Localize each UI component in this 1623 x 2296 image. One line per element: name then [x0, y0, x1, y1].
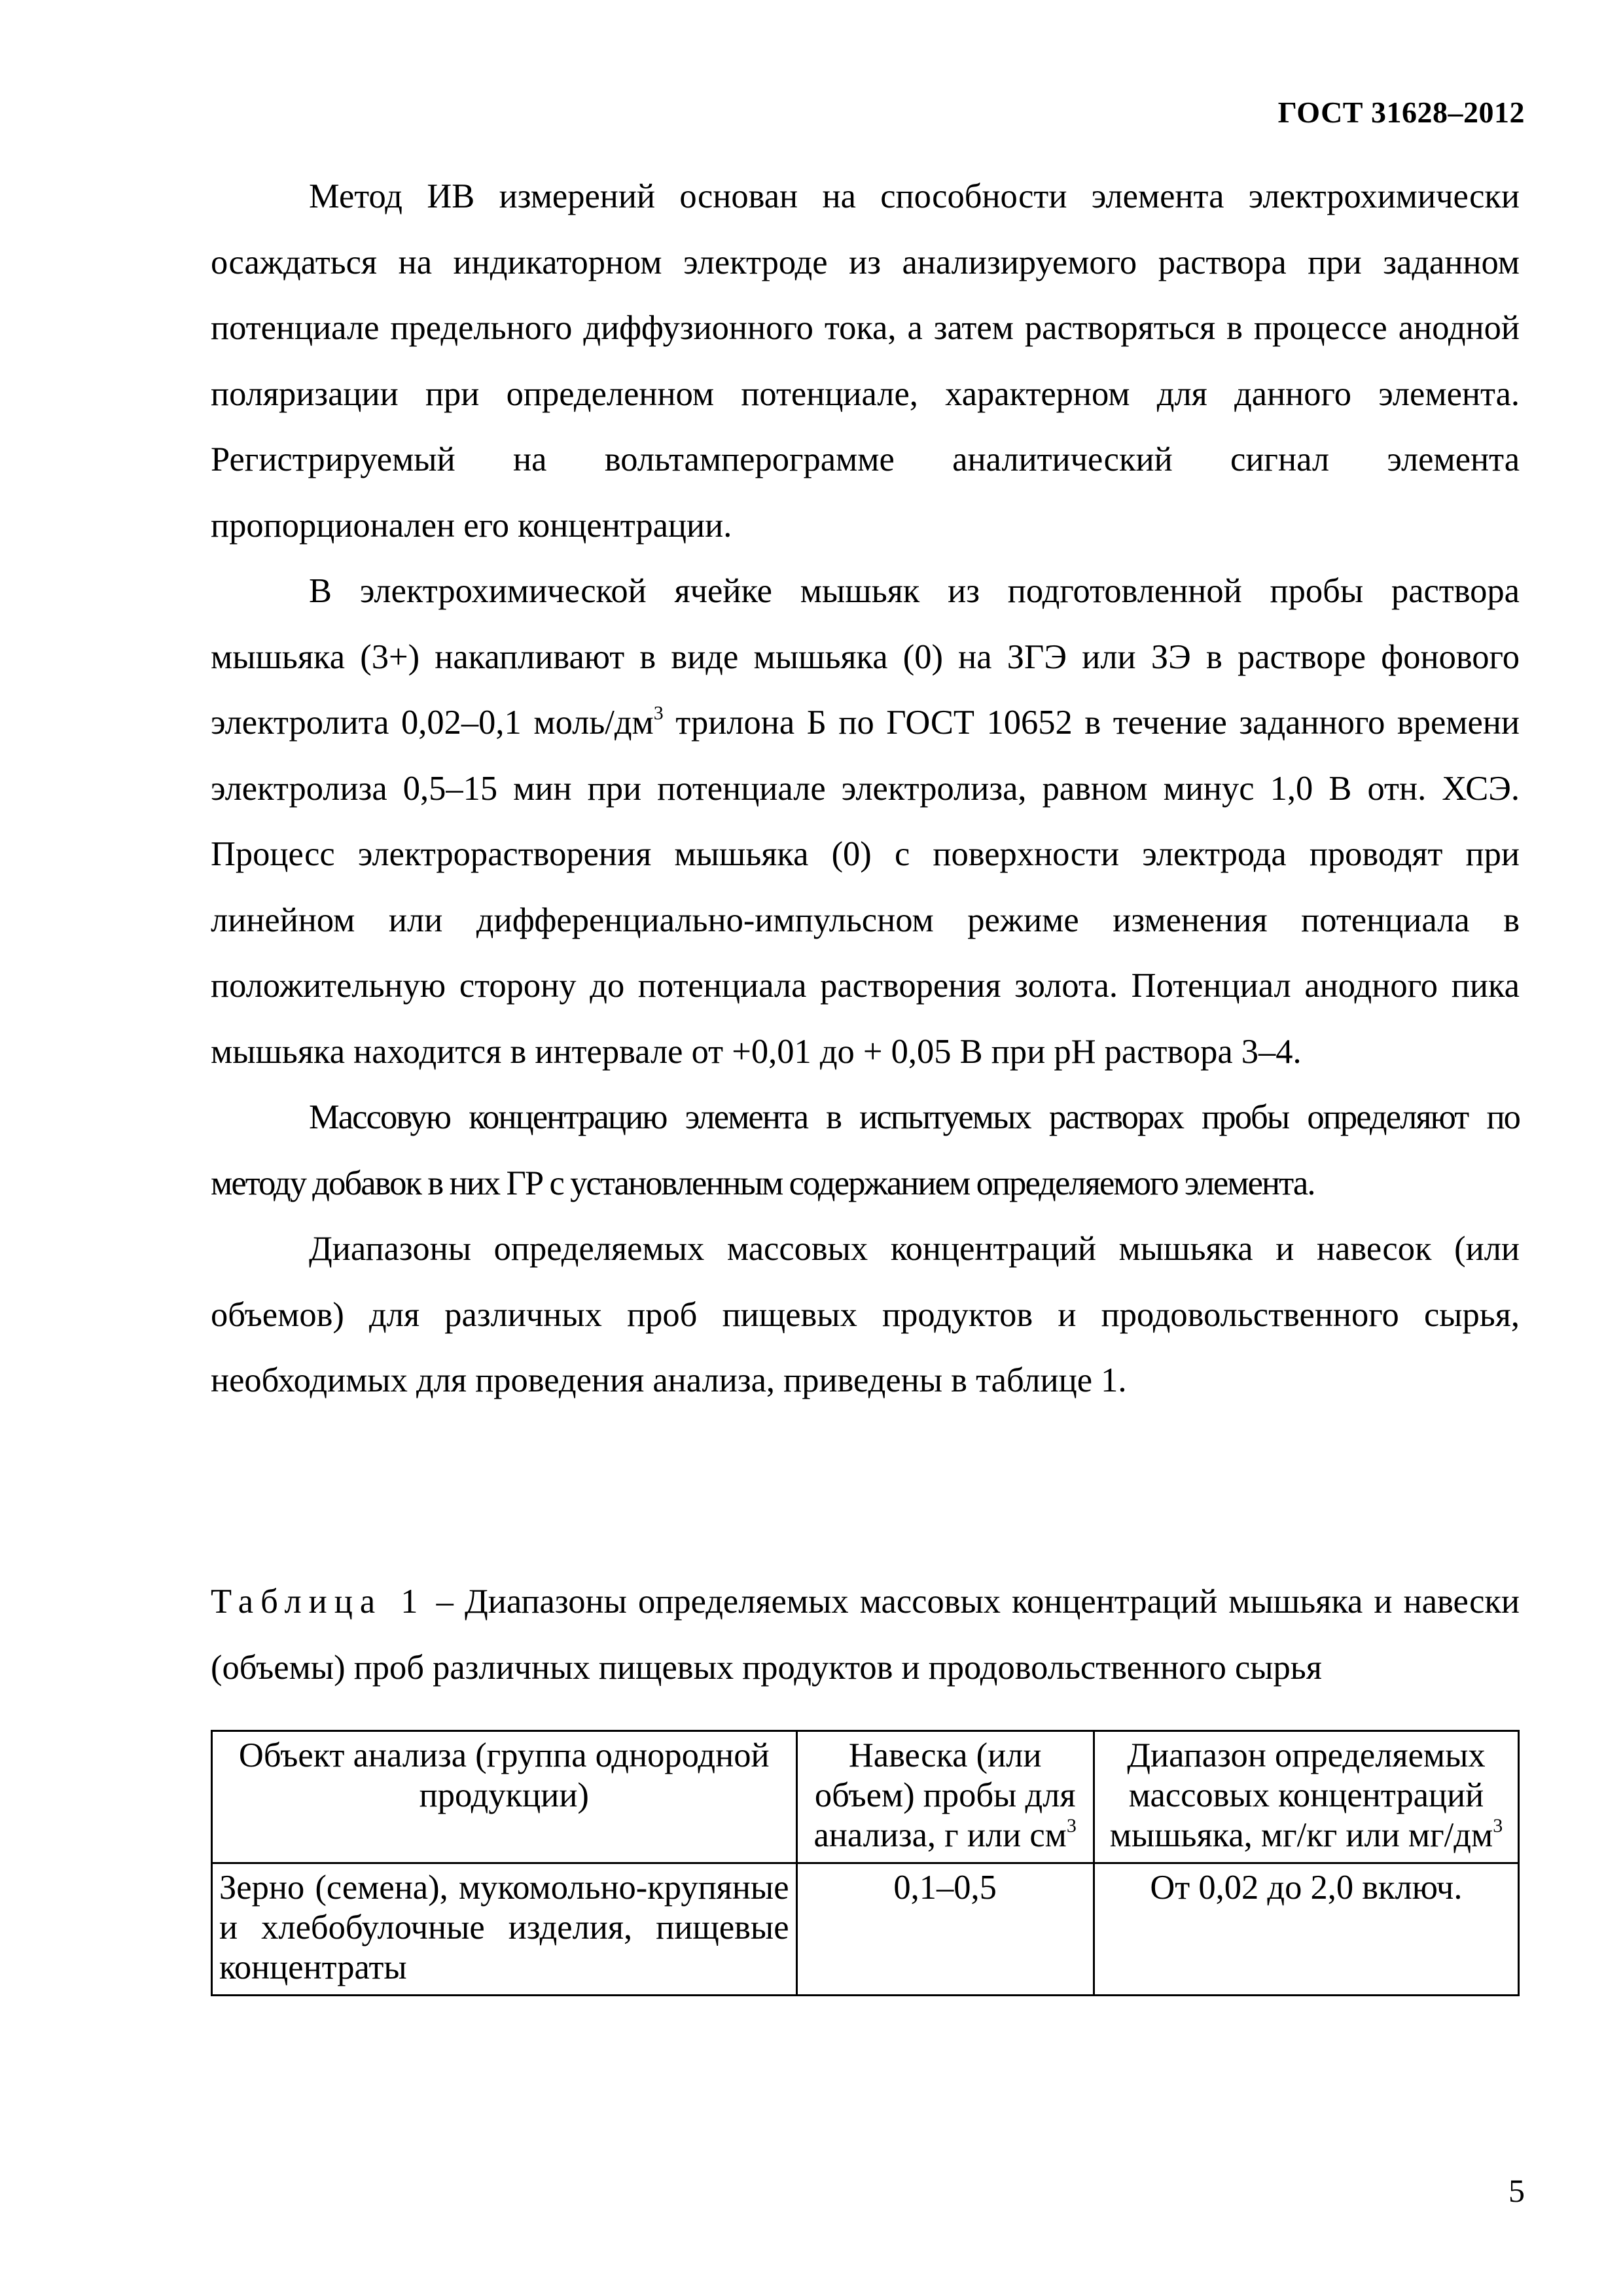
- header-object: Объект анализа (группа однородной продукции): [212, 1731, 797, 1863]
- table-caption-label: Таблица 1: [211, 1583, 425, 1621]
- header-range-text: Диапазон определяемых массовых концентраций мышьяка, мг/кг или мг/дм: [1109, 1736, 1493, 1854]
- superscript: 3: [1066, 1814, 1077, 1837]
- header-sample-text: Навеска (или объем) пробы для анализа, г или см: [813, 1736, 1076, 1854]
- paragraph-text: В электрохимической ячейке мышьяк из подготовленной пробы раствора мышьяка (3+) накапливают в виде мышьяка (0) на ЗГЭ или ЗЭ в растворе фонового электролита 0,02–0,1 моль/дм: [211, 572, 1520, 742]
- paragraph-ranges-reference: Диапазоны определяемых массовых концентраций мышьяка и навесок (или объемов) для различных проб пищевых продуктов и продовольственного сырья, необходимых для проведения анализа, приведены в таблице 1.: [211, 1230, 1520, 1399]
- paragraph-additions-method: Массовую концентрацию элемента в испытуемых растворах пробы определяют по методу добавок в них ГР с установленным содержанием определяемого элемента.: [211, 1098, 1520, 1202]
- table-caption: [211, 1569, 1520, 1700]
- paragraph-text: трилона Б по ГОСТ 10652 в течение заданного времени электролиза 0,5–15 мин при потенциале электролиза, равном минус 1,0 В отн. ХСЭ. Процесс электрорастворения мышьяка (0) с поверхности электрода проводят при линейном или дифференциально-импульсном режиме изменения потенциала в положительную сторону до потенциала растворения золота. Потенциал анодного пика мышьяка находится в интервале от +0,01 до + 0,05 В при рН раствора 3–4.: [211, 704, 1520, 1071]
- paragraph-method-principle: Метод ИВ измерений основан на способности элемента электрохимически осаждаться на индикаторном электроде из анализируемого раствора при заданном потенциале предельного диффузионного тока, а затем растворяться в процессе анодной поляризации при определенном потенциале, характерном для данного элемента. Регистрируемый на вольтамперограмме аналитический сигнал элемента пропорционален его концентрации.: [211, 177, 1520, 545]
- cell-object: Зерно (семена), мукомольно-крупяные и хлебобулочные изделия, пищевые концентраты: [212, 1863, 797, 1996]
- paragraph-electrochemical-cell: [211, 558, 1520, 1085]
- table-caption-dash: –: [425, 1583, 465, 1621]
- cell-range: От 0,02 до 2,0 включ.: [1094, 1863, 1518, 1996]
- cell-sample: 0,1–0,5: [796, 1863, 1094, 1996]
- superscript: 3: [1493, 1814, 1503, 1837]
- superscript: 3: [653, 702, 664, 724]
- table-header-row: [212, 1731, 1519, 1863]
- page-number: 5: [1508, 2172, 1525, 2209]
- header-range: [1094, 1731, 1518, 1863]
- standard-designation: ГОСТ 31628–2012: [1277, 96, 1525, 129]
- table-caption-text: Диапазоны определяемых массовых концентраций мышьяка и навески (объемы) проб различных пищевых продуктов и продовольственного сырья: [211, 1583, 1520, 1687]
- table-row: [212, 1863, 1519, 1996]
- data-table: [211, 1730, 1520, 1996]
- document-body: [211, 164, 1520, 1414]
- header-sample: [796, 1731, 1094, 1863]
